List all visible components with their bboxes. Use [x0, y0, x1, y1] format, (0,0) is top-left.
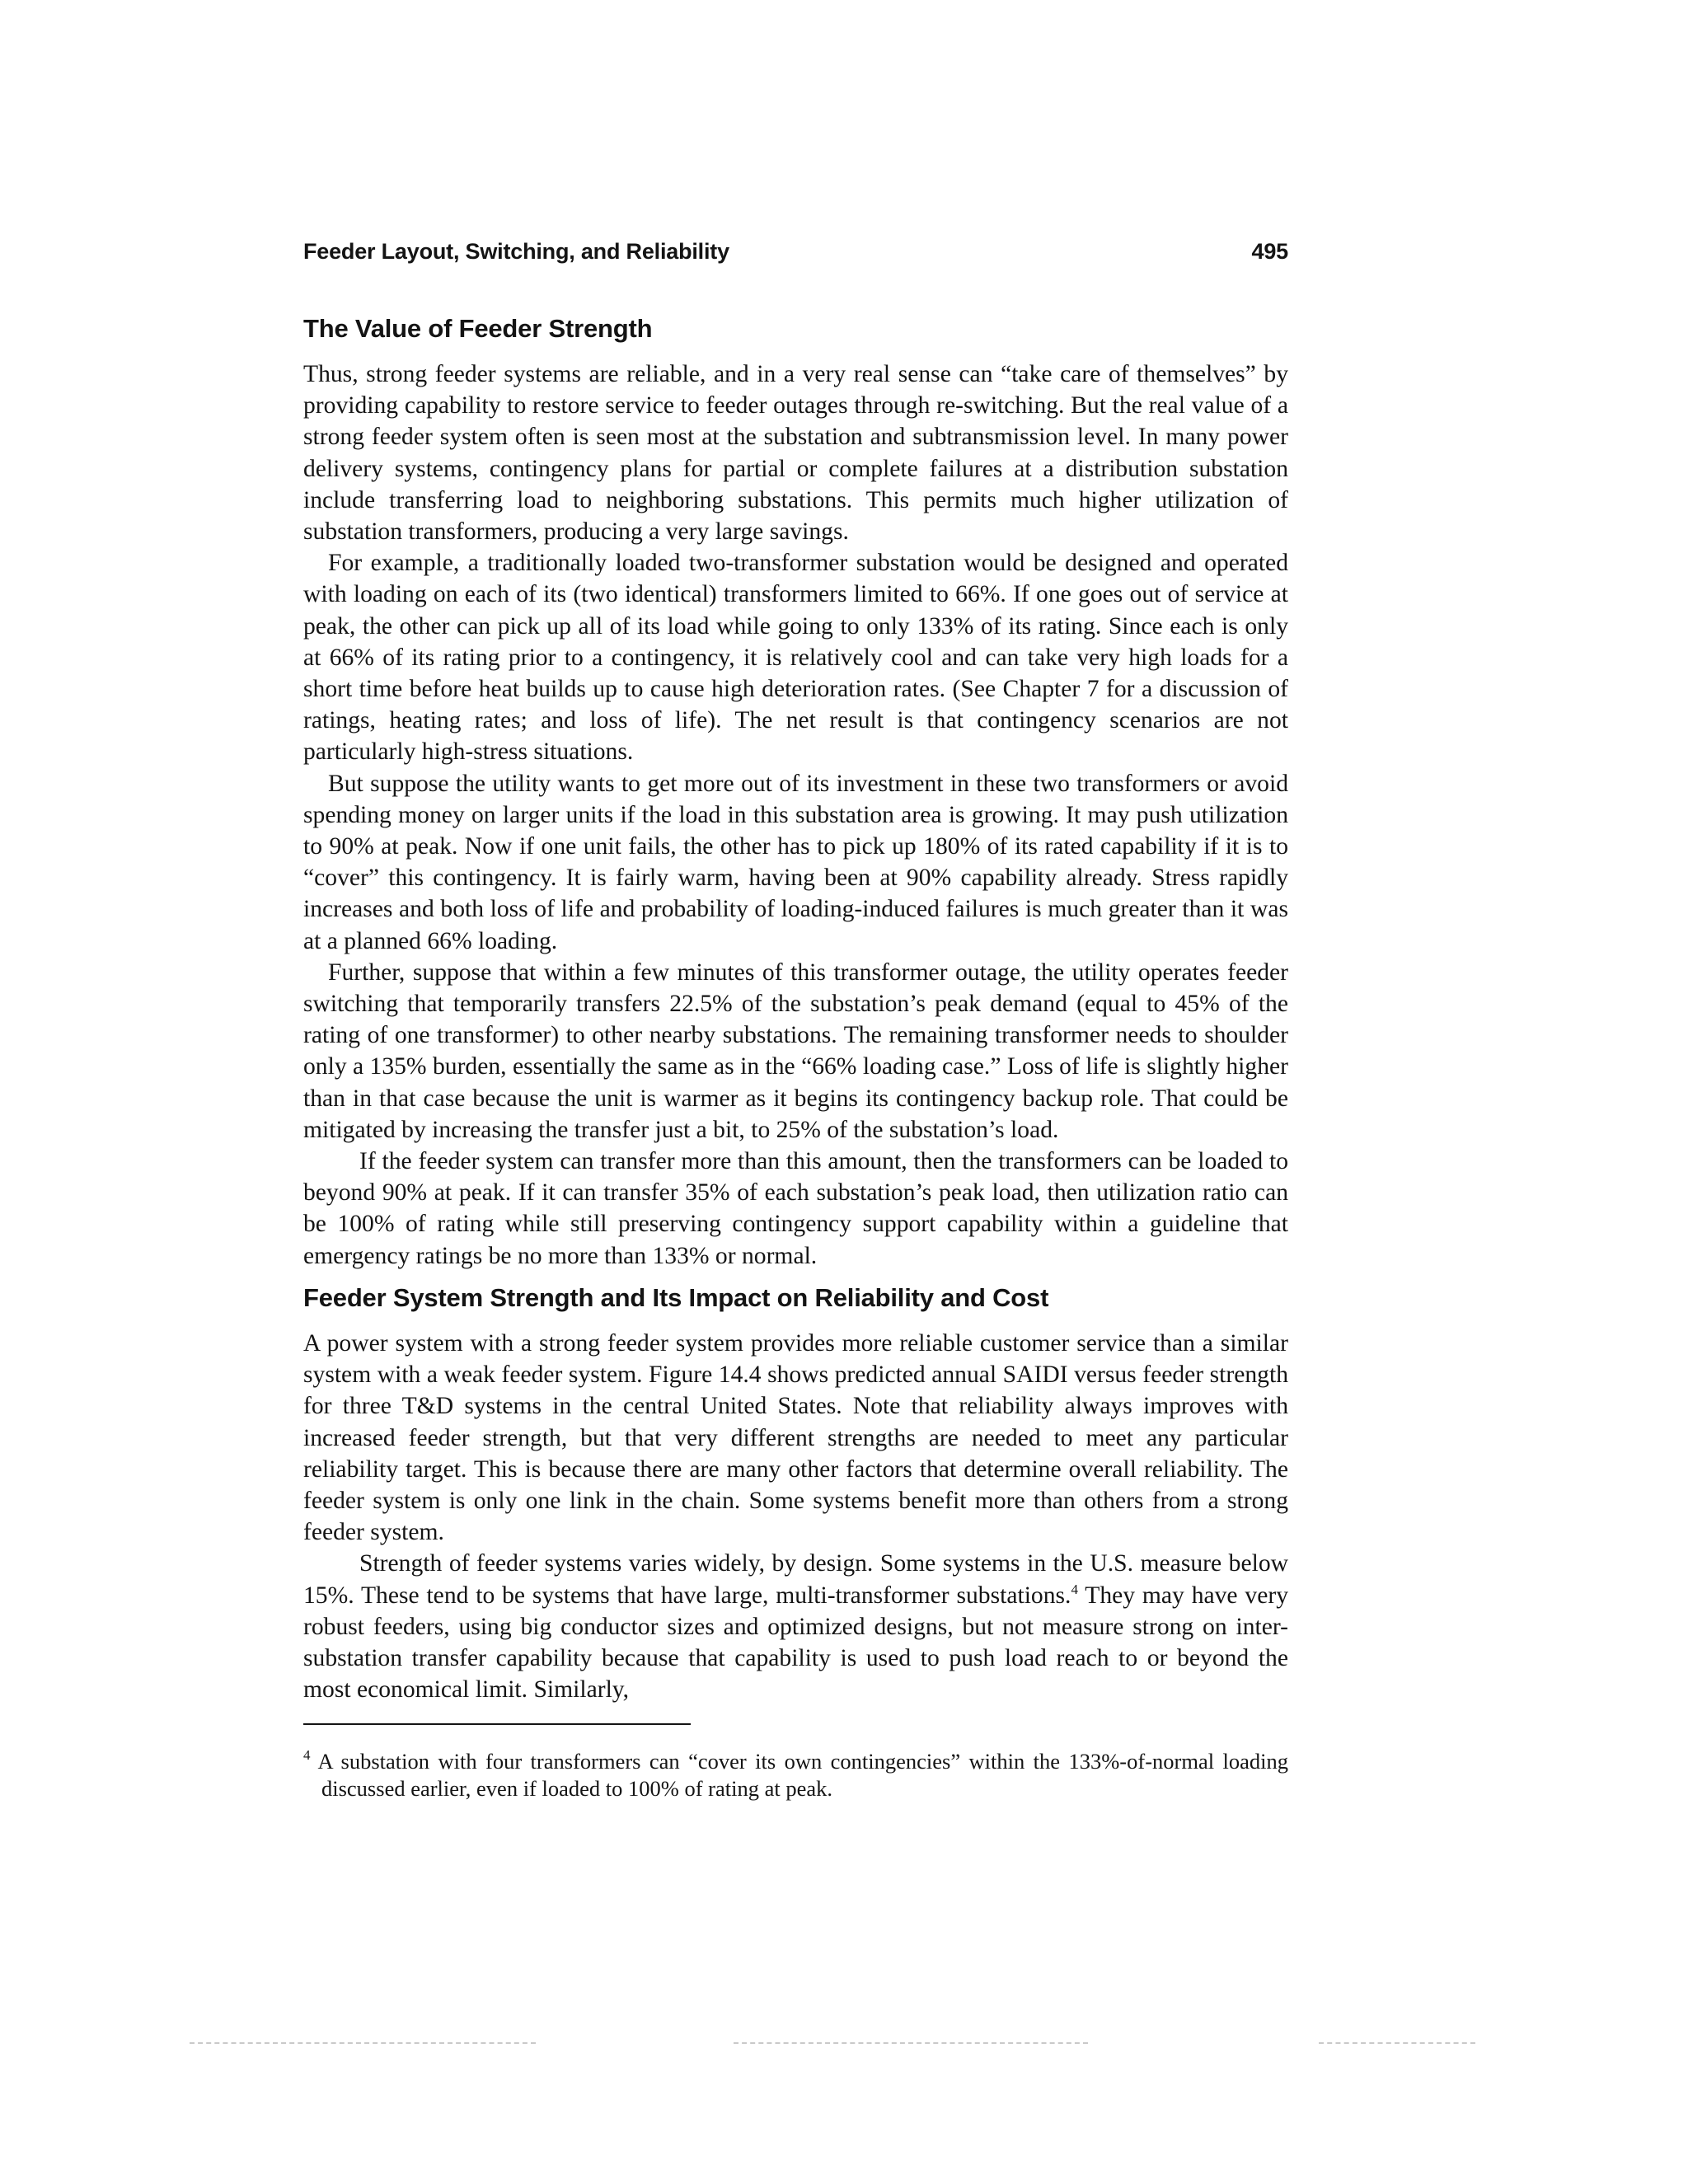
section-heading-feeder-system-strength: Feeder System Strength and Its Impact on Reliability and Cost	[303, 1282, 1049, 1312]
paragraph: But suppose the utility wants to get more out of its investment in these two transformers or avoid spending money on larger units if the load in this substation area is growing. It may push utilization to 90% at peak. Now if one unit fails, the other has to pick up 180% of its rated capability if it is to “cover” this contingency. It is fairly warm, having been at 90% capability already. Stress rapidly increases and both loss of life and probability of loading-induced failures is much greater than it was at a planned 66% loading.	[303, 770, 1288, 954]
running-head-title: Feeder Layout, Switching, and Reliability	[303, 239, 729, 264]
footnote-marker: 4	[303, 1747, 311, 1764]
footnote	[303, 1748, 1288, 1802]
document-page	[303, 239, 1288, 1802]
section-heading-value-of-feeder-strength: The Value of Feeder Strength	[303, 314, 653, 343]
running-head	[303, 239, 1288, 265]
paragraph: If the feeder system can transfer more than this amount, then the transformers can be loaded to beyond 90% at peak. If it can transfer 35% of each substation’s peak load, then utilization ratio can be 100% of rating while still preserving contingency support capability within a guideline that emergency ratings be no more than 133% or normal.	[303, 1148, 1288, 1269]
footnote-reference: 4	[1071, 1581, 1078, 1597]
paragraph: For example, a traditionally loaded two-transformer substation would be designed and operated with loading on each of its (two identical) transformers limited to 66%. If one goes out of service at peak, the other can pick up all of its load while going to only 133% of its rating. Since each is only at 66% of its rating prior to a contingency, it is relatively cool and can take very high loads for a short time before heat builds up to cause high deterioration rates. (See Chapter 7 for a discussion of ratings, heating rates; and loss of life). The net result is that contingency scenarios are not particularly high-stress situations.	[303, 550, 1288, 766]
page-number: 495	[1251, 239, 1288, 264]
scan-artifact-line	[734, 2042, 1088, 2044]
scan-artifact-line	[190, 2042, 536, 2044]
paragraph: Thus, strong feeder systems are reliable, and in a very real sense can “take care of themselves” by providing capability to restore service to feeder outages through re-switching. But the real value of a strong feeder system often is seen most at the substation and subtransmission level. In many power delivery systems, contingency plans for partial or complete failures at a distribution substation include transferring load to neighboring substations. This permits much higher utilization of substation transformers, producing a very large savings.	[303, 361, 1288, 546]
footnote-divider	[303, 1723, 691, 1725]
footnote-text: A substation with four transformers can “cover its own contingencies” within the 133%-of-normal loading discussed earlier, even if loaded to 100% of rating at peak.	[310, 1749, 1288, 1802]
paragraph: Further, suppose that within a few minutes of this transformer outage, the utility operates feeder switching that temporarily transfers 22.5% of the substation’s peak demand (equal to 45% of the rating of one transformer) to other nearby substations. The remaining transformer needs to shoulder only a 135% burden, essentially the same as in the “66% loading case.” Loss of life is slightly higher than in that case because the unit is warmer as it begins its contingency backup role. That could be mitigated by increasing the transfer just a bit, to 25% of the substation’s load.	[303, 958, 1288, 1143]
paragraph-text: They may have very robust feeders, using big conductor sizes and optimized designs, but not measure strong on inter-substation transfer capability because that capability is used to push load reach to or beyond the most economical limit. Similarly,	[303, 1582, 1288, 1704]
paragraph: A power system with a strong feeder system provides more reliable customer service than a similar system with a weak feeder system. Figure 14.4 shows predicted annual SAIDI versus feeder strength for three T&D systems in the central United States. Note that reliability always improves with increased feeder strength, but that very different strengths are needed to meet any particular reliability target. This is because there are many other factors that determine overall reliability. The feeder system is only one link in the chain. Some systems benefit more than others from a strong feeder system.	[303, 1329, 1288, 1546]
paragraph-text: Strength of feeder systems varies widely, by design. Some systems in the U.S. measure below 15%. These tend to be systems that have large, multi-transformer substations.	[303, 1550, 1288, 1609]
paragraph-with-footnote-ref	[303, 1548, 1288, 1705]
scan-artifact-line	[1319, 2042, 1475, 2044]
